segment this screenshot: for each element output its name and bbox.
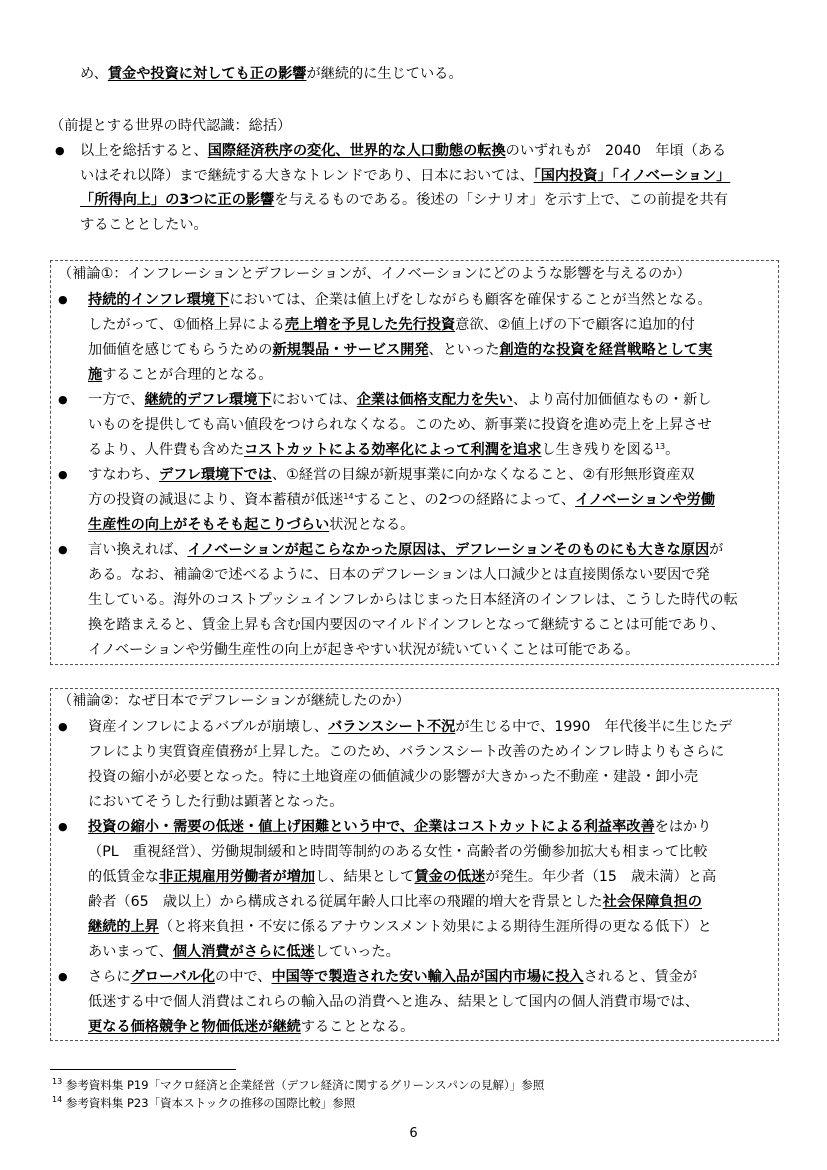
text-line: 換を踏まえると、賃金上昇も含む国内要因のマイルドインフレとなって継続することは可能であり、 [88, 617, 725, 633]
text-line: 継続的上昇（と将来負担・不安に係るアナウンスメント効果による期待生涯所得の更なる低下）と [88, 919, 712, 935]
text-line: さらにグローバル化の中で、中国等で製造された安い輸入品が国内市場に投入されると、賃金が [88, 969, 698, 985]
footnote-ref[interactable]: 13 [654, 442, 666, 451]
text-line: 低迷する中で個人消費はこれらの輸入品の消費へと進み、結果として国内の個人消費市場では、 [88, 994, 699, 1010]
footnote-ref[interactable]: 14 [343, 492, 354, 501]
bullet-icon: ● [58, 820, 68, 833]
text-line: 持続的インフレ環境下においては、企業は値上げをしながらも顧客を確保することが当然となる。 [88, 292, 712, 308]
text-line: 生産性の向上がそもそも起こりづらい状況となる。 [88, 517, 415, 533]
box-heading: （補論②：なぜ日本でデフレーションが継続したのか） [58, 693, 411, 709]
text-line: することとしたい。 [80, 217, 208, 233]
text-line: 「所得向上」の3つに正の影響を与えるものである。後述の「シナリオ」を示す上で、この前提を共有 [80, 192, 728, 208]
text-line: 方の投資の減退により、資本蓄積が低迷$^{14}$すること、の2つの経路によって、イノベーションや労働 [88, 492, 716, 508]
text-line: 生している。海外のコストプッシュインフレからはじまった日本経済のインフレは、こうした時代の転 [88, 592, 738, 608]
text-line: フレにより実質資産債務が上昇した。このため、バランスシート改善のためインフレ時よりもさらに [88, 744, 725, 760]
box-heading: （補論①：インフレーションとデフレーションが、イノベーションにどのような影響を与えるのか） [58, 266, 691, 282]
bullet-icon: ● [58, 970, 68, 983]
text-line: 施することが合理的となる。 [88, 367, 273, 383]
text-line: したがって、①価格上昇による売上増を予見した先行投資意欲、②値上げの下で顧客に追加的付 [88, 317, 695, 333]
text-line: いものを提供しても高い値段をつけられなくなる。このため、新事業に投資を進め売上を上昇させ [88, 417, 712, 433]
supplement-box-2 [50, 688, 779, 1041]
page-number: 6 [409, 1126, 418, 1141]
text-line: 的低賃金な非正規雇用労働者が増加し、結果として賃金の低迷が発生。年少者（15 歳未満）と高 [88, 869, 717, 885]
text-line: 一方で、継続的デフレ環境下においては、企業は価格支配力を失い、より高付加価値なもの・新し [88, 392, 712, 408]
bullet-icon: ● [58, 293, 68, 306]
bullet-icon: ● [55, 144, 65, 157]
text-line: 更なる価格競争と物価低迷が継続することとなる。 [88, 1019, 415, 1035]
footnote-14: $^{14}$ 参考資料集 P23「資本ストックの推移の国際比較」参照 [52, 1095, 356, 1110]
text-line: イノベーションや労働生産性の向上が起きやすい状況が続いていくことは可能である。 [88, 642, 640, 658]
text-line: 投資の縮小が必要となった。特に土地資産の価値減少の影響が大きかった不動産・建設・卸小売 [88, 769, 699, 785]
text-line: るより、人件費も含めたコストカットによる効率化によって利潤を追求し生き残りを図る$^{13}$。 [88, 442, 680, 458]
text-line: 言い換えれば、イノベーションが起こらなかった原因は、デフレーションそのものにも大きな原因が [88, 542, 724, 558]
footnote-13: $^{13}$ 参考資料集 P19「マクロ経済と企業経営（デフレ経済に関するグリーンスパンの見解）」参照 [52, 1077, 545, 1092]
text-line: 以上を総括すると、国際経済秩序の変化、世界的な人口動態の転換のいずれもが 2040 年頃（ある [80, 143, 727, 159]
text-line: すなわち、デフレ環境下では、①経営の目線が新規事業に向かなくなること、②有形無形資産双 [88, 467, 695, 483]
text-line: においてそうした行動は顕著となった。 [88, 794, 344, 810]
section-heading: （前提とする世界の時代認識：総括） [50, 118, 292, 134]
text-line: （PL 重視経営）、労働規制緩和と時間等制約のある女性・高齢者の労働参加拡大も相まって比較 [88, 844, 708, 860]
bullet-icon: ● [58, 393, 68, 406]
footnote-rule [50, 1069, 236, 1070]
bullet-icon: ● [58, 543, 68, 556]
text-line: 加価値を感じてもらうための新規製品・サービス開発、といった創造的な投資を経営戦略として実 [88, 342, 713, 358]
text-line: ある。なお、補論②で述べるように、日本のデフレーションは人口減少とは直接関係ない要因で発 [88, 567, 710, 583]
text-line: 投資の縮小・需要の低迷・値上げ困難という中で、企業はコストカットによる利益率改善をはかり [88, 819, 712, 835]
text-line: 齢者（65 歳以上）から構成される従属年齢人口比率の飛躍的増大を背景とした社会保障負担の [88, 894, 702, 910]
text-line: 資産インフレによるバブルが崩壊し、バランスシート不況が生じる中で、1990 年代後半に生じたデ [88, 719, 733, 735]
bullet-icon: ● [58, 720, 68, 733]
text-line: いはそれ以降）まで継続する大きなトレンドであり、日本においては、「国内投資」「イノベーション」 [80, 168, 731, 184]
text-line: あいまって、個人消費がさらに低迷していった。 [88, 944, 400, 960]
text-line: め、賃金や投資に対しても正の影響が継続的に生じている。 [80, 66, 463, 82]
bullet-icon: ● [58, 468, 68, 481]
